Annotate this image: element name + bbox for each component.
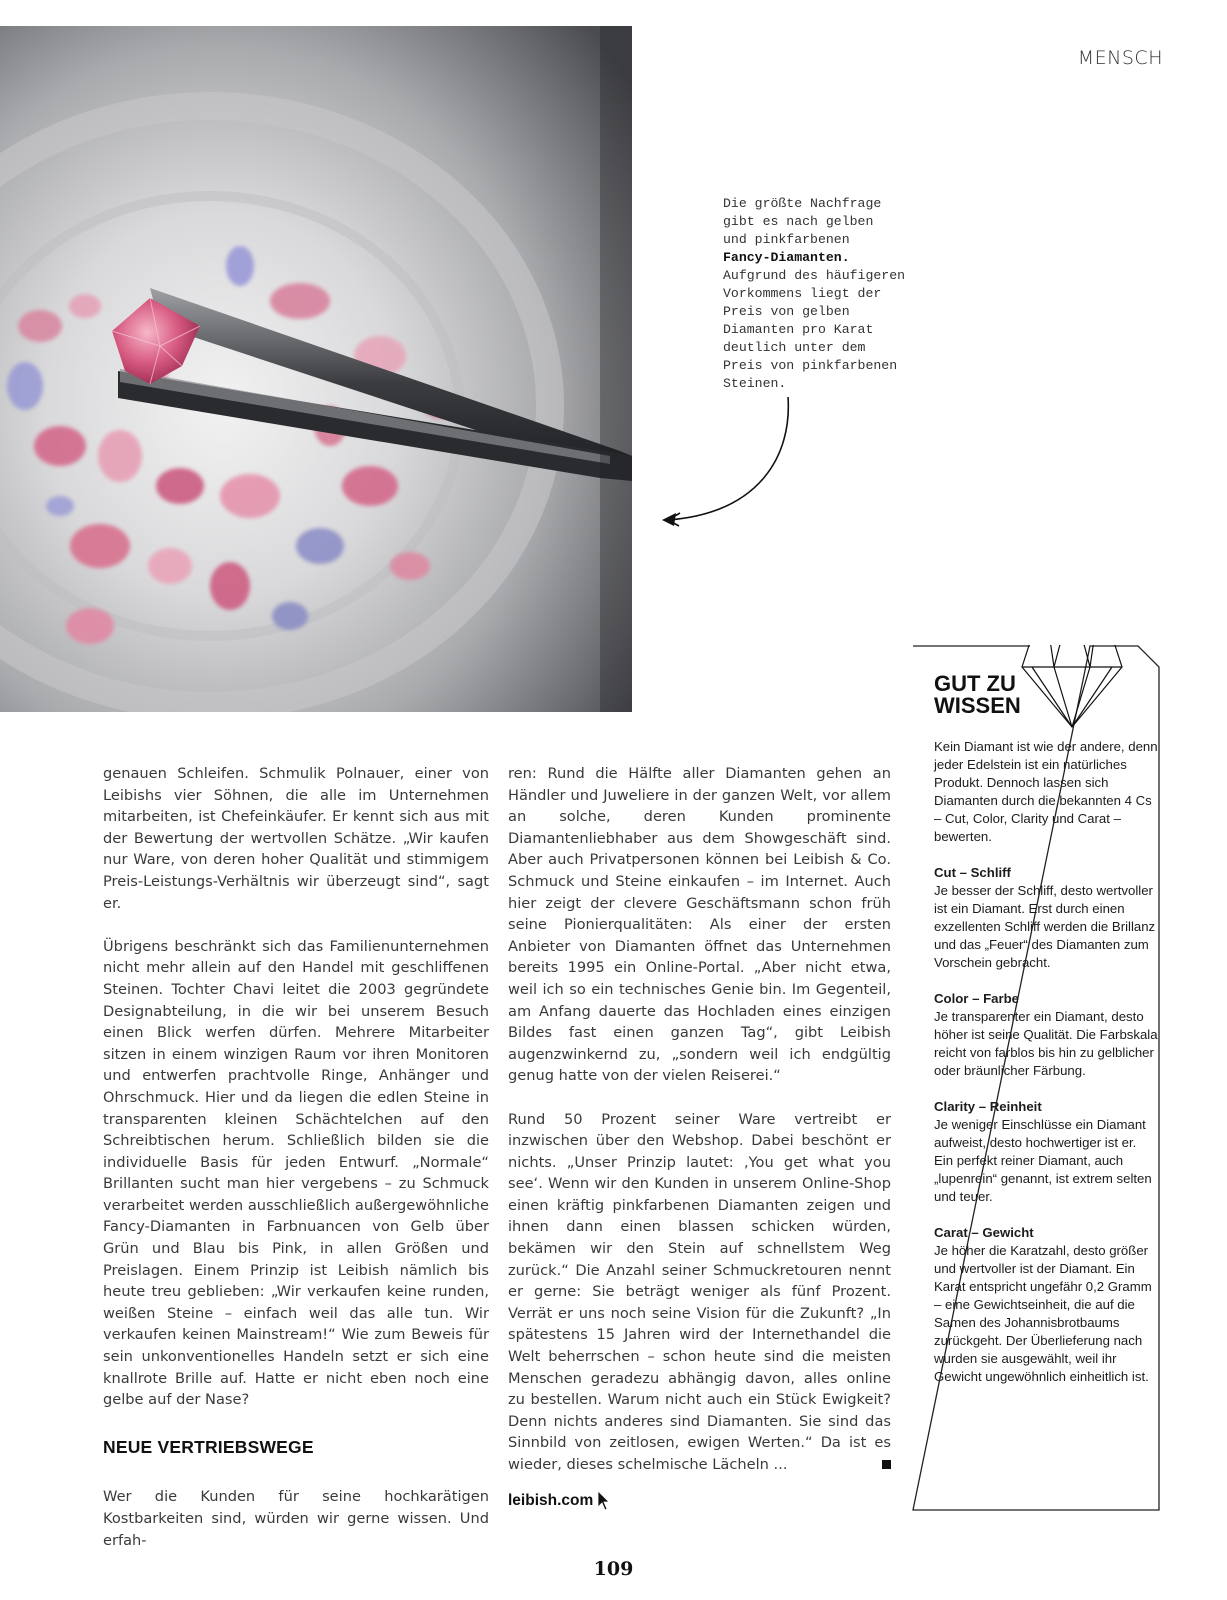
caption-arrow-icon [660, 395, 800, 535]
diamond-icon [1022, 645, 1122, 727]
website-link-text: leibish.com [508, 1491, 594, 1509]
info-box-title [934, 673, 1021, 717]
article-paragraph: genauen Schleifen. Schmulik Polnauer, einer von Leibishs vier Söhnen, die alle im Unternehmen mitarbeiten, ist Chefeinkäufer. Er kennt sich aus mit der Bewertung der wertvollen Schätze. „Wir kaufen nur Ware, von deren hoher Qualität und stimmigem Preis-Leistungs-Verhältnis wir überzeugt sind“, sagt er. [103, 765, 489, 912]
article-paragraph-text: Rund 50 Prozent seiner Ware vertreibt er inzwischen über den Webshop. Dabei beschönt er nichts. „Unser Prinzip lautet: ‚You get what you see‘. Wenn wir den Kunden in unserem Online-Shop einen kräftig pinkfarbenen Diamanten zeigen und ihnen dann einen blassen schicken würden, bekämen wir den Stein auf schnellstem Weg zurück.“ Die Anzahl seiner Schmuckretouren nennt er gerne: Sie beträgt weniger als fünf Prozent. Verrät er uns noch seine Vision für die Zukunft? „In spätestens 15 Jahren wird der Internethandel die Welt beherrschen – schon heute sind die meisten Menschen geradezu abhängig davon, alles online zu bestellen. Warum nicht auch ein Stück Ewigkeit? Denn nichts anderes sind Diamanten. Sie sind das Sinnbild von zeitlosen, ewigen Werten.“ Da ist es wieder, dieses schelmische Lächeln ... [508, 1110, 891, 1473]
info-box-item [934, 864, 1158, 972]
caption-emphasis: Fancy-Diamanten. [723, 250, 850, 265]
article-paragraph [508, 1109, 891, 1476]
section-label: MENSCH [1077, 47, 1163, 69]
info-box-term: Carat – Gewicht [934, 1225, 1034, 1240]
info-box-title-line: GUT ZU [934, 671, 1016, 696]
info-box-term: Cut – Schliff [934, 865, 1011, 880]
info-box-text: Je besser der Schliff, desto wertvoller ist ein Diamant. Erst durch einen exzellenten Schliff werden die Brillanz und das „Feuer“ des Diamanten zum Vorschein gebracht. [934, 883, 1156, 970]
info-box-intro: Kein Diamant ist wie der andere, denn jeder Edelstein ist ein natürliches Produkt. Dennoch lassen sich Diamanten durch die bekannten 4 Cs – Cut, Color, Clarity und Carat – bewerten. [934, 739, 1158, 844]
caption-line: Preis von gelben [723, 304, 850, 319]
website-link[interactable] [508, 1490, 611, 1512]
caption-line: Preis von pinkfarbenen [723, 358, 898, 373]
article-column-1 [103, 763, 489, 1573]
article-photo [0, 26, 632, 712]
info-box-title-line: WISSEN [934, 693, 1021, 718]
article-paragraph: Übrigens beschränkt sich das Familienunternehmen nicht mehr allein auf den Handel mit geschliffenen Steinen. Tochter Chavi leitet die 2003 gegründete Designabteilung, in die wir bei unserem Besuch einen Blick werfen dürfen. Mehrere Mitarbeiter sitzen in einem winzigen Raum vor ihren Monitoren und entwerfen prachtvolle Ringe, Anhänger und Ohrschmuck. Hier und da liegen die edlen Steine in transparenten kleinen Schächtelchen auf den Schreibtischen herum. Schließlich bilden sie die individuelle Basis für jeden Entwurf. „Normale“ Brillanten sucht man hier vergebens – zu Schmuck verarbeitet werden ausschließlich außergewöhnliche Fancy-Diamanten in Farbnuancen von Gelb über Grün und Blau bis Pink, in allen Größen und Preislagen. Einem Prinzip ist Leibish nämlich bis heute treu geblieben: „Wir verkaufen keine runden, weißen Steine – einfach weil das alle tun. Wir verkaufen keinen Mainstream!“ Wie zum Beweis für sein unkonventionelles Handeln setzt er sich eine knallrote Brille auf. Hatte er nicht eben noch eine gelbe auf der Nase? [103, 937, 489, 1409]
caption-line: Aufgrund des häufigeren [723, 268, 906, 283]
caption-line: deutlich unter dem [723, 340, 866, 355]
mouse-cursor-icon [597, 1490, 611, 1512]
image-caption [723, 195, 938, 393]
article-paragraph: Wer die Kunden für seine hochkarätigen Kostbarkeiten sind, würden wir gerne wissen. Und erfah- [103, 1488, 489, 1549]
page-number: 109 [593, 1558, 634, 1580]
caption-line: Vorkommens liegt der [723, 286, 882, 301]
info-box-term: Color – Farbe [934, 991, 1020, 1006]
caption-line: gibt es nach gelben [723, 214, 874, 229]
info-box-item [934, 1224, 1158, 1386]
info-box-item [934, 1098, 1158, 1206]
info-box-term: Clarity – Reinheit [934, 1099, 1042, 1114]
caption-line: und pinkfarbenen [723, 232, 850, 247]
article-paragraph: ren: Rund die Hälfte aller Diamanten gehen an Händler und Juweliere in der ganzen Welt, vor allem an solche, deren Kunden prominente Diamantenliebhaber aus dem Showgeschäft sind. Aber auch Privatpersonen können bei Leibish & Co. Schmuck und Steine einkaufen – im Internet. Auch hier zeigt der clevere Geschäftsmann schon früh seine Pionierqualitäten: Als einer der ersten Anbieter von Diamanten öffnet das Unternehmen bereits 1995 ein Online-Portal. „Aber nicht etwa, weil ich so ein technisches Genie bin. Im Gegenteil, am Anfang dauerte das Hochladen eines einzigen Bildes fast einen ganzen Tag“, gibt Leibish augenzwinkernd zu, „sondern weil ich endgültig genug hatte von der vielen Reiserei.“ [508, 765, 891, 1085]
caption-line: Steinen. [723, 376, 787, 391]
caption-line: Diamanten pro Karat [723, 322, 874, 337]
info-box-text: Je transparenter ein Diamant, desto höher ist seine Qualität. Die Farbskala reicht von farblos bis hin zu gelblicher oder bräunlicher Färbung. [934, 1009, 1158, 1078]
end-mark-icon [882, 1460, 891, 1469]
info-box-text: Je weniger Einschlüsse ein Diamant aufweist, desto hochwertiger ist er. Ein perfekt reiner Diamant, auch „lupenrein“ genannt, ist extrem selten und teuer. [934, 1117, 1152, 1204]
caption-line: Die größte Nachfrage [723, 196, 882, 211]
info-box-body [934, 738, 1158, 1404]
info-box-text: Je höher die Karatzahl, desto größer und wertvoller ist der Diamant. Ein Karat entspricht ungefähr 0,2 Gramm – eine Gewichtseinheit, die auf die Samen des Johannisbrotbaums zurückgeht. Der Überlieferung nach wurden sie ausgewählt, weil ihr Gewicht ungewöhnlich einheitlich ist. [934, 1243, 1152, 1384]
subheading: NEUE VERTRIEBSWEGE [103, 1436, 314, 1457]
pink-diamonds-tweezers-image [0, 26, 632, 712]
article-column-2 [508, 763, 891, 1512]
info-box [912, 645, 1160, 1511]
caption-line-bold [723, 249, 938, 267]
info-box-item [934, 990, 1158, 1080]
